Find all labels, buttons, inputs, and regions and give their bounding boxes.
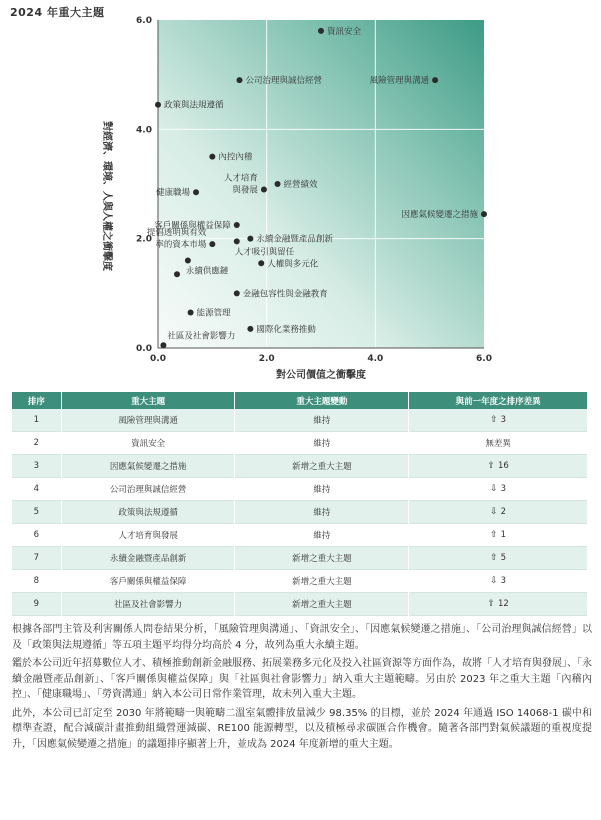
table-row bbox=[12, 570, 588, 593]
topic-cell: 風險管理與溝通 bbox=[61, 409, 235, 432]
x-tick-label: 2.0 bbox=[258, 354, 275, 364]
data-point bbox=[247, 236, 253, 242]
data-point-label: 社區及社會影響力 bbox=[167, 331, 236, 342]
data-point-label: 永續金融暨產品創新 bbox=[256, 234, 333, 245]
arrow-down-icon: ⇩ bbox=[490, 507, 498, 517]
table-row bbox=[12, 478, 588, 501]
x-tick-label: 0.0 bbox=[150, 354, 166, 364]
table-row bbox=[12, 501, 588, 524]
diff-value: 無差異 bbox=[485, 439, 511, 449]
data-point-label: 健康職場 bbox=[156, 188, 191, 199]
data-point bbox=[318, 28, 324, 34]
diff-cell bbox=[409, 409, 588, 432]
data-point bbox=[209, 241, 215, 247]
table-header-row bbox=[12, 392, 588, 409]
rank-cell: 3 bbox=[12, 455, 61, 478]
topic-cell: 資訊安全 bbox=[61, 432, 235, 455]
change-cell: 新增之重大主題 bbox=[235, 455, 409, 478]
data-point-label: 公司治理與誠信經營 bbox=[245, 76, 323, 87]
data-point bbox=[481, 211, 487, 217]
topic-cell: 政策與法規遵循 bbox=[61, 501, 235, 524]
diff-value: 3 bbox=[500, 415, 507, 425]
materiality-matrix-chart bbox=[0, 0, 601, 390]
data-point bbox=[261, 186, 267, 192]
change-cell: 維持 bbox=[235, 432, 409, 455]
paragraph-2: 鑑於本公司近年招募數位人才、積極推動創新金融服務、拓展業務多元化及投入社區資源等方面作為，故將「人才培育與發展」、「永續金融暨產品創新」、「客戶關係與權益保障」與「社區與社會影響力」納入重大主題範疇。另由於 2023 年之重大主題「內稽內控」、「健康職場」、「勞資溝通」納入本公司日常作業管理，故未列入重大主題。 bbox=[12, 658, 592, 700]
arrow-down-icon: ⇩ bbox=[490, 576, 498, 586]
data-point-label: 經營績效 bbox=[283, 180, 318, 190]
diff-value: 1 bbox=[500, 530, 507, 540]
header-rank: 排序 bbox=[12, 392, 61, 409]
diff-value: 5 bbox=[500, 553, 507, 563]
topic-cell: 客戶關係與權益保障 bbox=[61, 570, 235, 593]
x-tick-label: 6.0 bbox=[476, 354, 492, 364]
data-point-label: 資訊安全 bbox=[327, 26, 362, 37]
change-cell: 維持 bbox=[235, 409, 409, 432]
diff-cell bbox=[409, 478, 588, 501]
data-point bbox=[193, 189, 199, 195]
data-point bbox=[234, 238, 240, 244]
rank-cell: 1 bbox=[12, 409, 61, 432]
paragraph-3: 此外，本公司已訂定至 2030 年將範疇一與範疇二溫室氣體排放量減少 98.35% 的目標，並於 2024 年通過 ISO 14068-1 碳中和標準查證，配合減碳計畫推動組織營運減碳、RE100 能源轉型，以及積極尋求碳匯合作機會。隨著各部門對氣候議題的重視度提升，「因應氣候變遷之措施」的議題排序顯著上升，並成為 2024 年度新增的重大主題。 bbox=[12, 707, 592, 750]
diff-value: 3 bbox=[500, 484, 507, 494]
data-point bbox=[155, 102, 161, 108]
header-change: 重大主題變動 bbox=[235, 392, 409, 409]
x-axis-title: 對公司價值之衝擊度 bbox=[276, 370, 366, 381]
data-point-label: 能源管理 bbox=[196, 308, 231, 319]
data-point-label: 人才吸引與留任 bbox=[234, 247, 295, 258]
change-cell: 新增之重大主題 bbox=[235, 570, 409, 593]
data-point bbox=[258, 260, 264, 266]
table-row bbox=[12, 593, 588, 616]
table-row bbox=[12, 455, 588, 478]
data-point bbox=[234, 290, 240, 296]
topic-cell: 社區及社會影響力 bbox=[61, 593, 235, 616]
description-text bbox=[12, 622, 592, 755]
rank-cell: 5 bbox=[12, 501, 61, 524]
data-point bbox=[237, 77, 243, 83]
arrow-up-icon: ⇧ bbox=[487, 599, 495, 609]
table-row bbox=[12, 409, 588, 432]
data-point-label: 政策與法規遵循 bbox=[164, 100, 224, 111]
data-point-label: 提倡透明與有效 bbox=[146, 228, 207, 239]
rank-cell: 9 bbox=[12, 593, 61, 616]
table-row bbox=[12, 547, 588, 570]
arrow-up-icon: ⇧ bbox=[490, 553, 498, 563]
data-point-label: 風險管理與溝通 bbox=[369, 76, 430, 87]
topic-cell: 公司治理與誠信經營 bbox=[61, 478, 235, 501]
data-point-label: 國際化業務推動 bbox=[256, 324, 316, 335]
diff-cell bbox=[409, 593, 588, 616]
arrow-up-icon: ⇧ bbox=[490, 415, 498, 425]
topic-cell: 永續金融暨產品創新 bbox=[61, 547, 235, 570]
data-point bbox=[209, 154, 215, 160]
data-point-label: 率的資本市場 bbox=[155, 240, 207, 251]
x-tick-label: 4.0 bbox=[367, 354, 384, 364]
diff-cell bbox=[409, 501, 588, 524]
data-point-label: 金融包容性與金融教育 bbox=[242, 289, 328, 300]
change-cell: 維持 bbox=[235, 478, 409, 501]
data-point bbox=[185, 258, 191, 264]
change-cell: 新增之重大主題 bbox=[235, 593, 409, 616]
data-point bbox=[174, 271, 180, 277]
header-diff: 與前一年度之排序差異 bbox=[409, 392, 588, 409]
y-tick-label: 2.0 bbox=[136, 234, 152, 245]
diff-value: 12 bbox=[497, 599, 509, 609]
data-point bbox=[275, 181, 281, 187]
data-point-label: 人權與多元化 bbox=[267, 259, 319, 270]
paragraph-1: 根據各部門主管及利害關係人問卷結果分析，「風險管理與溝通」、「資訊安全」、「因應氣候變遷之措施」、「公司治理與誠信經營」以及「政策與法規遵循」等五項主題平均得分均高於 4 分，故列為重大永續主題。 bbox=[12, 624, 592, 651]
y-tick-label: 6.0 bbox=[136, 16, 152, 26]
data-point bbox=[247, 326, 253, 332]
topic-cell: 人才培育與發展 bbox=[61, 524, 235, 547]
data-point-label: 客戶關係與權益保障 bbox=[154, 221, 231, 231]
y-tick-label: 4.0 bbox=[136, 125, 152, 136]
data-point bbox=[234, 222, 240, 228]
arrow-up-icon: ⇧ bbox=[490, 530, 498, 540]
data-point bbox=[432, 77, 438, 83]
diff-value: 16 bbox=[497, 461, 509, 471]
diff-cell bbox=[409, 455, 588, 478]
header-topic: 重大主題 bbox=[61, 392, 235, 409]
diff-value: 3 bbox=[500, 576, 507, 586]
diff-value: 2 bbox=[500, 507, 507, 517]
table-row bbox=[12, 524, 588, 547]
material-topics-table bbox=[12, 392, 588, 616]
diff-cell bbox=[409, 524, 588, 547]
topic-cell: 因應氣候變遷之措施 bbox=[61, 455, 235, 478]
arrow-down-icon: ⇩ bbox=[490, 484, 498, 494]
diff-cell bbox=[409, 547, 588, 570]
rank-cell: 4 bbox=[12, 478, 61, 501]
diff-cell bbox=[409, 570, 588, 593]
change-cell: 維持 bbox=[235, 501, 409, 524]
data-point-label: 永續供應鏈 bbox=[185, 266, 229, 277]
rank-cell: 2 bbox=[12, 432, 61, 455]
change-cell: 新增之重大主題 bbox=[235, 547, 409, 570]
data-point-label: 內控內稽 bbox=[218, 152, 253, 163]
data-point-label: 因應氣候變遷之措施 bbox=[401, 210, 478, 221]
table-row bbox=[12, 432, 588, 455]
rank-cell: 8 bbox=[12, 570, 61, 593]
change-cell: 維持 bbox=[235, 524, 409, 547]
diff-cell bbox=[409, 432, 588, 455]
y-tick-label: 0.0 bbox=[136, 344, 152, 354]
page-title: 2024 年重大主題 bbox=[10, 6, 105, 19]
data-point bbox=[188, 309, 194, 315]
data-point-label: 與發展 bbox=[232, 185, 258, 196]
y-axis-title: 對經濟、環境、人與人權之衝擊度 bbox=[101, 121, 112, 271]
rank-cell: 6 bbox=[12, 524, 61, 547]
rank-cell: 7 bbox=[12, 547, 61, 570]
data-point bbox=[160, 342, 166, 348]
arrow-up-icon: ⇧ bbox=[487, 461, 495, 471]
data-point-label: 人才培育 bbox=[223, 173, 258, 184]
